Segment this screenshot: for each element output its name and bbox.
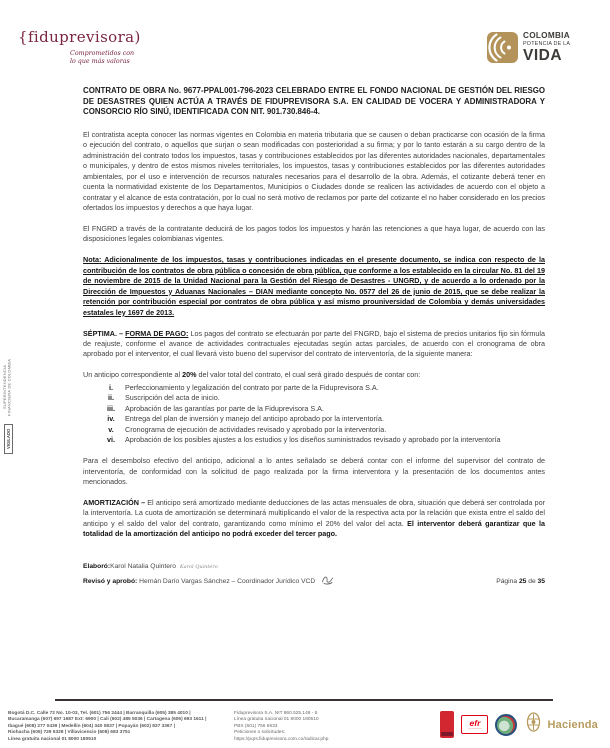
potencia-word: POTENCIA DE LA: [523, 40, 571, 47]
page-total: 35: [537, 577, 545, 585]
elaboro-name: Karol Natalia Quintero: [110, 562, 176, 570]
paragraph-tax-obligations: El contratista acepta conocer las normas vigentes en Colombia en materia tributaria que se causen o deban practicarse con ocasión de la firma o ejecución del contrato, o aquellos que surjan o sean modificadas con posterioridad a su firma; y por lo tanto estarán a su cargo dentro de la administración del contrato todos los impuestos, tasas y contribuciones establecidos por las diferentes autoridades nacionales, departamentales o municipales, y dentro de estos mismos niveles territoriales, los impuestos, tasas y contribuciones establecidos por las diferentes autoridades ambientales, por el uso e intervención de recursos naturales necesarios para el desarrollo de la obra. Además, el cotizante deberá tener en cuenta la normatividad existente de los Departamentos, Municipios o Ciudades donde se realicen las actividades de acuerdo con el objeto a contratar y el alcance de esta contratación, por lo cual no será motivo de reclamos por parte del cotizante el no haber considerado en los precios ofertados los impuestos y derechos a que haya lugar.: [83, 129, 545, 212]
footer-company-line: PBX (601) 756 6633: [234, 723, 278, 729]
reviso-row: [83, 572, 545, 587]
footer-office-line: Ibagué (608) 277 0439 | Medellín (604) 340 0837 | Popayán (602) 837 3367 |: [8, 723, 175, 729]
forma-de-pago-heading: FORMA DE PAGO:: [125, 328, 189, 338]
list-item: [99, 425, 545, 435]
list-item: [99, 393, 545, 403]
footer-company-line: Fiduprevisora S.A. NIT 860.525.148 - 5: [234, 711, 318, 716]
footer-logos: [440, 711, 602, 738]
paragraph-anticipo: [83, 370, 545, 380]
list-item-text: Perfeccionamiento y legalización del contrato por parte de la Fiduprevisora S.A.: [125, 382, 379, 392]
list-item-text: Aprobación de los posibles ajustes a los estudios y los diseños suministrados revisado y aprobado por la interventoría: [125, 435, 501, 445]
page-label: Página: [496, 577, 519, 585]
elaboro-signature: Karol Quintero: [179, 563, 218, 570]
footer-offices: [8, 711, 220, 743]
efr-text: efr: [469, 718, 481, 728]
page-current: 25: [518, 577, 527, 585]
anticipo-percentage: 20%: [182, 370, 197, 380]
page-number: [496, 577, 545, 587]
list-item: [99, 414, 545, 424]
anticipo-suffix: del valor total del contrato, el cual será girado después de contar con:: [196, 370, 421, 380]
amortizacion-body: El anticipo será amortizado mediante deducciones de las actas mensuales de obra, situación que deberá ser controlada por la interventoría. La cuota de amortización se determinará multiplicando el valor de la respectiva acta por la relación que exista entre el saldo del anticipo y el saldo del valor del contrato, garantizando como mínimo el 20% del valor del acta.: [83, 497, 545, 528]
list-item: [99, 435, 545, 445]
list-item-numeral: v.: [108, 424, 114, 434]
fiduprevisora-logo: [18, 28, 141, 65]
paragraph-desembolso: Para el desembolso efectivo del anticipo, adicional a lo antes señalado se deberá contar con el informe del supervisor del contrato de interventoría, de conformidad con la solicitud de pago realizada por la firma interventora y la presentación de los documentos antes mencionados.: [83, 456, 545, 486]
signature-scribble-icon: [321, 580, 334, 587]
tagline-line1: Comprometidos con: [70, 50, 135, 57]
forma-de-pago-body: Los pagos del contrato se efectuarán por parte del FNGRD, bajo el sistema de precios unitarios fijo sin fórmula de reajuste, conforme el avance de actividades contractuales ejecutadas según actas parciales, de acuerdo con el cronograma de obra aprobado por el interventor, el cual llevará visto bueno del supervisor del contrato de interventoría, de la siguiente manera:: [83, 328, 546, 359]
footer-office-line: Bucaramanga (607) 697 1687 Ext: 6900 | Cali (602) 485 5036 | Cartagena (605) 693 1611 |: [8, 717, 207, 723]
amortizacion-label: AMORTIZACIÓN –: [83, 497, 148, 507]
contract-title: CONTRATO DE OBRA No. 9677-PPAL001-796-2023 CELEBRADO ENTRE EL FONDO NACIONAL DE GESTIÓN DEL RIESGO DE DESASTRES QUIEN ACTÚA A TRAVÉS DE FIDUPREVISORA S.A. EN CALIDAD DE VOCERA Y ADMINISTRADORA Y CONSORCIO RÍO SINÚ, IDENTIFICADA CON NIT. 901.730.846-4.: [83, 86, 545, 117]
list-item: [99, 383, 545, 393]
colombia-waves-icon: [487, 32, 518, 68]
colombia-word: COLOMBIA: [523, 31, 570, 40]
list-item-numeral: iii.: [107, 403, 115, 413]
footer-company-line: Peticiones o solicitudes:: [234, 730, 286, 736]
certification-seal-icon: [495, 714, 517, 736]
footer-company-info: [234, 711, 384, 743]
footer-office-line: Línea gratuita nacional 01 8000 180510: [8, 736, 97, 742]
reviso-left: [83, 572, 334, 587]
list-item: [99, 404, 545, 414]
list-item-text: Aprobación de las garantías por parte de la Fiduprevisora S.A.: [125, 403, 324, 413]
superintendencia-vertical-text: SUPERINTENDENCIA FINANCIERA DE COLOMBIA: [2, 358, 12, 416]
colombia-logo-text: [523, 32, 570, 64]
amortizacion-bold-clause: El interventor deberá garantizar que la totalidad de la amortización del anticipo no podrá exceder del tercer pago.: [83, 518, 546, 539]
list-item-text: Entrega del plan de inversión y manejo del anticipo aprobado por la interventoría.: [125, 414, 384, 424]
document-content: [83, 86, 545, 587]
list-item-numeral: iv.: [107, 414, 115, 424]
septima-label: SÉPTIMA. –: [83, 328, 126, 338]
reviso-label: Revisó y aprobó:: [83, 577, 138, 585]
elaboro-label: Elaboró:: [83, 562, 111, 570]
footer-office-line: Riohacha (605) 729 5328 | Villavicencio (608) 683 3751: [8, 730, 131, 736]
paragraph-nota: Nota: Adicionalmente de los impuestos, tasas y contribuciones indicadas en el presente documento, se indica con respecto de la contribución de los contratos de obra pública o concesión de obra pública, que conforme a los establecido en la circular No. 81 del 19 de noviembre de 2015 de la Unidad Nacional para la Gestión del Riesgo de Desastres - UNGRD, y de acuerdo a lo ordenado por la Dirección de Impuestos y Aduanas Nacionales – DIAN mediante concepto No. 0577 del 26 de junio de 2015, que se debe realizar la retención por contribución especial por contratos de obra pública y así mismo prouniversidad de Colombia y demás universidades estatales ley 1697 de 2013.: [83, 255, 545, 317]
ministerio-hacienda-logo: [524, 711, 598, 738]
pqrs-link[interactable]: https://pqrs.fiduprevisora.com.co/radicar.php: [234, 736, 329, 742]
paragraph-forma-de-pago: [83, 329, 545, 360]
reviso-name: Hernán Darío Vargas Sánchez – Coordinador Jurídico VCD: [139, 577, 316, 585]
fiduprevisora-wordmark: {fiduprevisora): [18, 28, 141, 46]
hacienda-text: Hacienda: [547, 718, 598, 731]
fiduprevisora-tagline: [70, 50, 141, 65]
hacienda-coat-of-arms-icon: [524, 711, 543, 738]
footer: [8, 711, 602, 743]
vida-word: VIDA: [523, 47, 563, 65]
list-item-numeral: ii.: [108, 393, 114, 403]
paragraph-amortizacion: [83, 498, 545, 540]
left-margin-watermark: [3, 356, 19, 454]
page-of: de: [526, 577, 538, 585]
footer-office-line: Bogotá D.C. Calle 72 No. 10-03, Tel. (601) 756 2444 | Barranquilla (605) 385 4010 |: [8, 711, 191, 716]
efr-certification-logo: efr ────────: [461, 715, 488, 734]
list-item-text: Suscripción del acta de inicio.: [125, 393, 220, 403]
anticipo-conditions-list: [99, 383, 545, 446]
elaboro-row: [83, 562, 545, 572]
list-item-text: Cronograma de ejecución de actividades revisado y aprobado por la interventoría.: [125, 424, 387, 434]
great-place-to-work-badge: [440, 711, 454, 738]
footer-company-line: Línea gratuita nacional 01 8000 180510: [234, 717, 319, 723]
list-item-numeral: i.: [109, 382, 113, 392]
footer-divider: [55, 699, 553, 701]
signature-block: [83, 562, 545, 587]
list-item-numeral: vi.: [107, 435, 115, 445]
colombia-potencia-vida-logo: [487, 32, 570, 68]
paragraph-fngrd-retentions: El FNGRD a través de la contratante deducirá de los pagos todos los impuestos y harán las retenciones a que haya lugar, de acuerdo con las disposiciones legales colombianas vigentes.: [83, 223, 545, 244]
tagline-line2: lo que más valoras: [70, 57, 130, 65]
vigilado-badge: VIGILADO: [4, 424, 13, 454]
anticipo-prefix: Un anticipo correspondiente al: [83, 370, 183, 380]
